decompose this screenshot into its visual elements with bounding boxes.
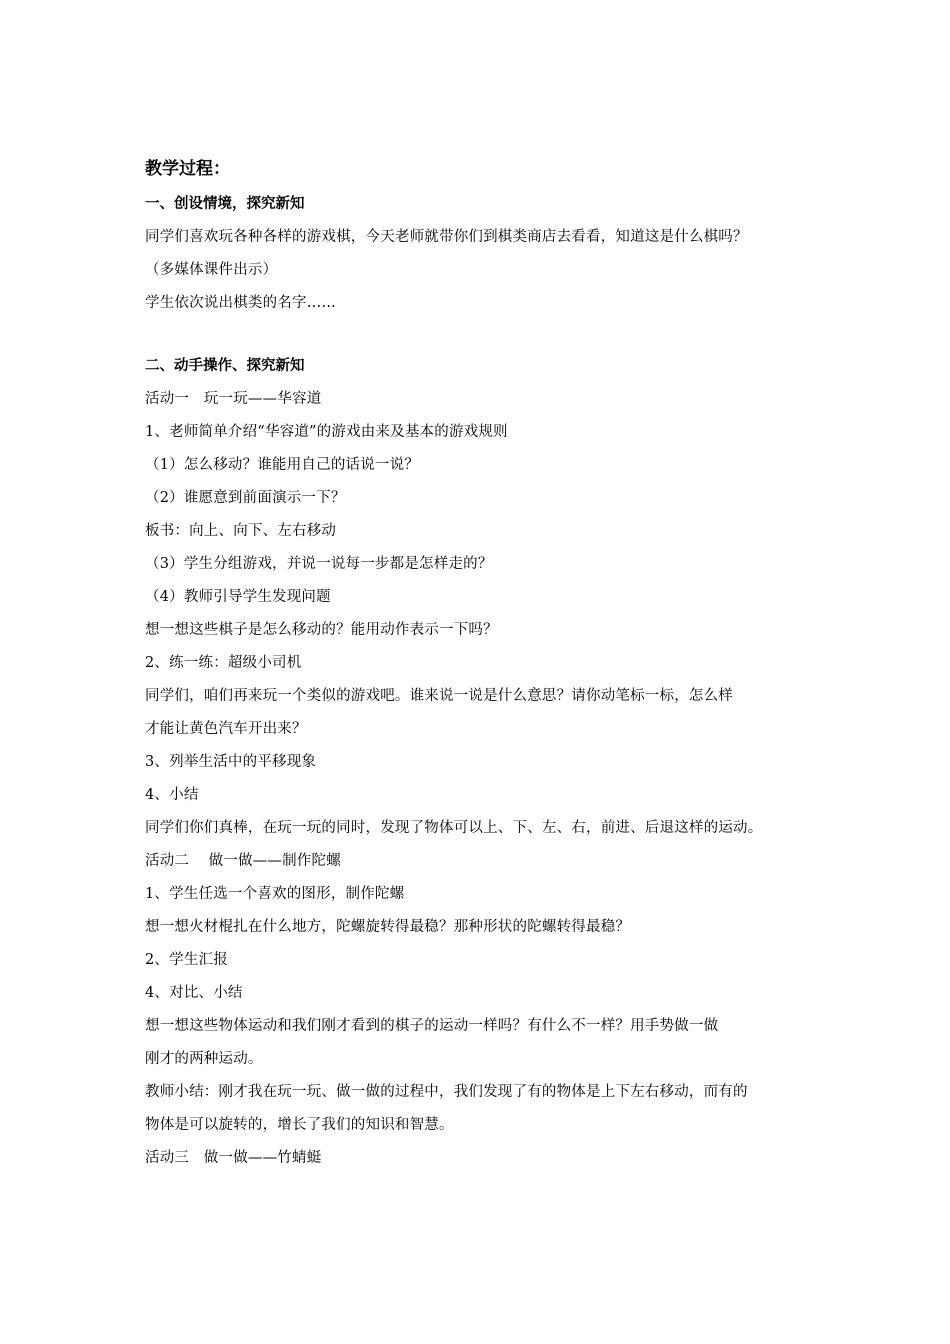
paragraph-line: 活动一 玩一玩——华容道 — [145, 391, 322, 407]
paragraph-line: （4）教师引导学生发现问题 — [145, 589, 331, 605]
section-gap — [145, 325, 815, 355]
paragraph: 学生依次说出棋类的名字…… — [145, 295, 337, 311]
paragraph-line: 4、小结 — [145, 787, 199, 803]
section-2-body — [145, 388, 815, 1169]
paragraph-line: 物体是可以旋转的，增长了我们的知识和智慧。 — [145, 1117, 454, 1133]
paragraph-line: 同学们你们真棒，在玩一玩的同时，发现了物体可以上、下、左、右，前进、后退这样的运动。 — [145, 820, 763, 836]
paragraph-line: 教师小结：刚才我在玩一玩、做一做的过程中，我们发现了有的物体是上下左右移动，而有的 — [145, 1084, 748, 1100]
paragraph-line: 刚才的两种运动。 — [145, 1051, 263, 1067]
document-page — [145, 157, 815, 1180]
paragraph-line: 才能让黄色汽车开出来？ — [145, 721, 307, 737]
document-title: 教学过程： — [145, 159, 230, 179]
section-heading-2: 二、动手操作、探究新知 — [145, 358, 305, 374]
paragraph-line: 1、学生任选一个喜欢的图形，制作陀螺 — [145, 886, 405, 902]
section-heading-1: 一、创设情境，探究新知 — [145, 196, 305, 212]
paragraph-line: 4、对比、小结 — [145, 985, 243, 1001]
paragraph-line: 2、学生汇报 — [145, 952, 228, 968]
paragraph-line: 想一想这些棋子是怎么移动的？能用动作表示一下吗？ — [145, 622, 498, 638]
paragraph-line: 板书：向上、向下、左右移动 — [145, 523, 337, 539]
paragraph-line: 活动二 做一做——制作陀螺 — [145, 853, 341, 869]
paragraph-line: 活动三 做一做——竹蜻蜓 — [145, 1150, 322, 1166]
paragraph-line: 2、练一练：超级小司机 — [145, 655, 302, 671]
paragraph-line: 同学们，咱们再来玩一个类似的游戏吧。谁来说一说是什么意思？请你动笔标一标，怎么样 — [145, 688, 733, 704]
paragraph-line: 想一想这些物体运动和我们刚才看到的棋子的运动一样吗？有什么不一样？用手势做一做 — [145, 1018, 719, 1034]
paragraph-line: （3）学生分组游戏，并说一说每一步都是怎样走的？ — [145, 556, 493, 572]
paragraph-line: 想一想火材棍扎在什么地方，陀螺旋转得最稳？那种形状的陀螺转得最稳？ — [145, 919, 631, 935]
paragraph-line: 3、列举生活中的平移现象 — [145, 754, 317, 770]
paragraph: （多媒体课件出示） — [145, 262, 278, 278]
paragraph-line: （1）怎么移动？谁能用自己的话说一说？ — [145, 457, 420, 473]
paragraph-line: （2）谁愿意到前面演示一下？ — [145, 490, 346, 506]
paragraph-line: 1、老师简单介绍“华容道”的游戏由来及基本的游戏规则 — [145, 424, 508, 440]
paragraph: 同学们喜欢玩各种各样的游戏棋，今天老师就带你们到棋类商店去看看，知道这是什么棋吗？ — [145, 229, 748, 245]
